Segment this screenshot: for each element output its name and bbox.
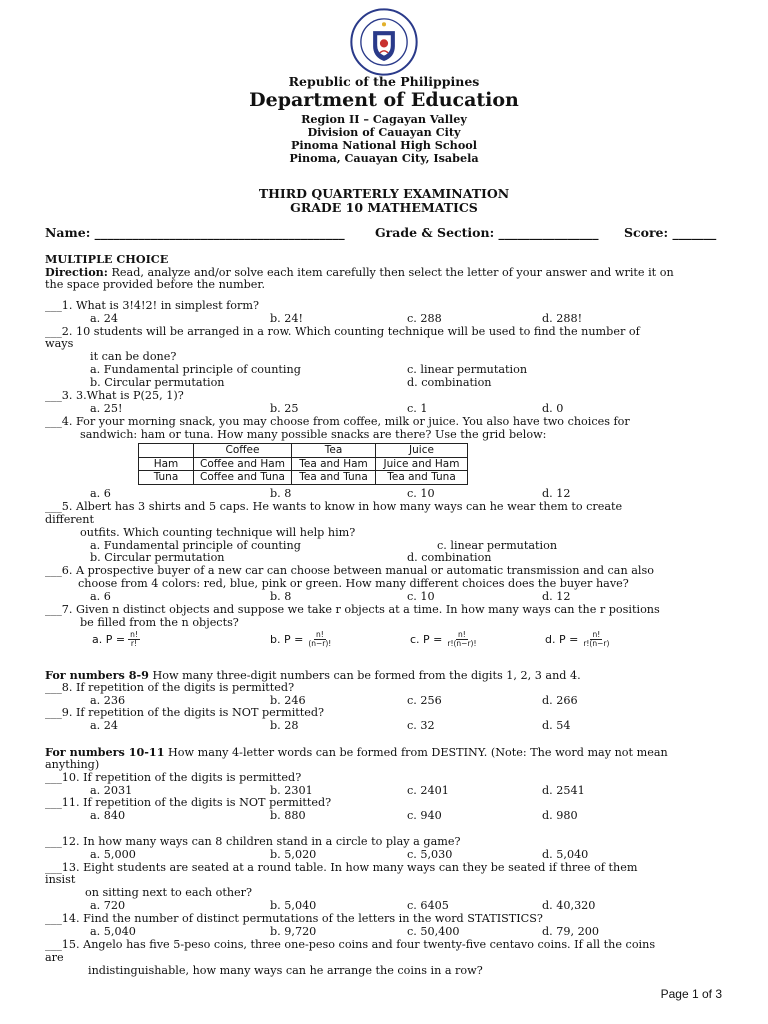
- exam-subject: GRADE 10 MATHEMATICS: [290, 200, 478, 215]
- q6-text-line-2: choose from 4 colors: red, blue, pink or green. How many different choices does the buyer have?: [78, 577, 629, 590]
- region-line: Region II – Cagayan Valley: [301, 112, 467, 126]
- instruction-label: For numbers 8-9: [45, 668, 149, 682]
- division-line: Division of Cauayan City: [307, 125, 461, 139]
- grid-cell: Tea and Ham: [292, 457, 376, 471]
- direction-label: Direction:: [45, 265, 108, 279]
- q14-option-b: b. 9,720: [270, 925, 317, 938]
- q13-text-line-1: ___13. Eight students are seated at a round table. In how many ways can they be seated if three of them: [45, 861, 638, 874]
- grid-header-cell: Coffee: [194, 444, 292, 458]
- q5-text-line-1: ___5. Albert has 3 shirts and 5 caps. He wants to know in how many ways can he wear them to create: [45, 500, 623, 513]
- q2-text-line-2: ways: [45, 337, 74, 350]
- instruction-text: How many three-digit numbers can be formed from the digits 1, 2, 3 and 4.: [148, 669, 581, 682]
- q13-text-line-2: insist: [45, 873, 76, 886]
- q15-text-line-1: ___15. Angelo has five 5-peso coins, three one-peso coins and four twenty-five centavo coins. If all the coins: [45, 938, 656, 951]
- q1-option-b: b. 24!: [270, 312, 304, 325]
- q3-option-a: a. 25!: [90, 402, 123, 415]
- q13-option-a: a. 720: [90, 899, 126, 912]
- grid-cell: Coffee and Tuna: [194, 471, 292, 485]
- q11-option-b: b. 880: [270, 809, 306, 822]
- formula-label: b. P =: [270, 633, 304, 646]
- name-field[interactable]: Name: ________________________________________: [45, 225, 345, 240]
- numbers-10-11-instruction-line-2: anything): [45, 758, 100, 771]
- formula-label: d. P =: [545, 633, 579, 646]
- q4-option-d: d. 12: [542, 487, 571, 500]
- section-title: MULTIPLE CHOICE: [45, 252, 169, 266]
- grid-header-row: [139, 444, 468, 458]
- q14-option-c: c. 50,400: [407, 925, 460, 938]
- q12-option-c: c. 5,030: [407, 848, 453, 861]
- denominator: r!(n−r)!: [447, 639, 477, 648]
- q7-option-a: [92, 631, 140, 648]
- denominator: r!(n−r): [583, 639, 610, 648]
- q7-option-b: [270, 631, 333, 648]
- fraction: [581, 631, 611, 648]
- numbers-8-9-instruction: [45, 668, 581, 682]
- q2-option-a: a. Fundamental principle of counting: [90, 363, 301, 376]
- q4-text-line-1: ___4. For your morning snack, you may choose from coffee, milk or juice. You also have two choices for: [45, 415, 630, 428]
- q8-text: ___8. If repetition of the digits is permitted?: [45, 681, 295, 694]
- q7-option-d: [545, 631, 611, 648]
- q1-option-a: a. 24: [90, 312, 119, 325]
- department-title: Department of Education: [249, 89, 519, 111]
- q4-option-c: c. 10: [407, 487, 435, 500]
- q11-option-c: c. 940: [407, 809, 442, 822]
- q13-option-d: d. 40,320: [542, 899, 596, 912]
- q11-option-d: d. 980: [542, 809, 578, 822]
- q12-option-a: a. 5,000: [90, 848, 136, 861]
- school-line: Pinoma National High School: [291, 138, 477, 152]
- grid-cell: Juice and Ham: [376, 457, 468, 471]
- grid-cell: Ham: [139, 457, 194, 471]
- snack-grid-table: [138, 443, 468, 485]
- grid-header-cell: [139, 444, 194, 458]
- instruction-label: For numbers 10-11: [45, 745, 165, 759]
- q3-option-c: c. 1: [407, 402, 428, 415]
- q6-option-b: b. 8: [270, 590, 292, 603]
- q14-option-d: d. 79, 200: [542, 925, 599, 938]
- address-line: Pinoma, Cauayan City, Isabela: [289, 151, 479, 165]
- grid-cell: Tuna: [139, 471, 194, 485]
- q10-option-a: a. 2031: [90, 784, 133, 797]
- q10-option-b: b. 2301: [270, 784, 313, 797]
- q2-text-line-3: it can be done?: [90, 350, 177, 363]
- q9-option-b: b. 28: [270, 719, 299, 732]
- q2-option-b: b. Circular permutation: [90, 376, 225, 389]
- q8-option-c: c. 256: [407, 694, 442, 707]
- q2-option-c: c. linear permutation: [407, 363, 528, 376]
- score-field[interactable]: Score: _______: [624, 225, 717, 240]
- q3-option-b: b. 25: [270, 402, 299, 415]
- q4-option-a: a. 6: [90, 487, 111, 500]
- q7-text-line-2: be filled from the n objects?: [80, 616, 239, 629]
- q5-option-d: d. combination: [407, 551, 492, 564]
- formula-label: c. P =: [410, 633, 443, 646]
- q6-option-a: a. 6: [90, 590, 111, 603]
- denominator: (n−r)!: [308, 639, 332, 648]
- q11-option-a: a. 840: [90, 809, 126, 822]
- numerator: n!: [458, 630, 466, 639]
- q14-option-a: a. 5,040: [90, 925, 136, 938]
- page-number: Page 1 of 3: [660, 987, 722, 1001]
- q12-option-b: b. 5,020: [270, 848, 317, 861]
- q10-text: ___10. If repetition of the digits is permitted?: [45, 771, 302, 784]
- q4-option-b: b. 8: [270, 487, 292, 500]
- q15-text-line-3: indistinguishable, how many ways can he arrange the coins in a row?: [88, 964, 483, 977]
- direction-text: Read, analyze and/or solve each item carefully then select the letter of your answer and write it on: [107, 266, 674, 279]
- q5-option-b: b. Circular permutation: [90, 551, 225, 564]
- q5-text-line-3: outfits. Which counting technique will help him?: [80, 526, 356, 539]
- q1-text: ___1. What is 3!4!2! in simplest form?: [45, 299, 259, 312]
- q4-text-line-2: sandwich: ham or tuna. How many possible snacks are there? Use the grid below:: [80, 428, 547, 441]
- q9-option-c: c. 32: [407, 719, 435, 732]
- numbers-10-11-instruction: [45, 745, 668, 759]
- q2-option-d: d. combination: [407, 376, 492, 389]
- grid-row: [139, 471, 468, 485]
- q10-option-d: d. 2541: [542, 784, 585, 797]
- deped-seal-icon: [350, 8, 418, 76]
- exam-title: THIRD QUARTERLY EXAMINATION: [258, 186, 510, 201]
- q14-text: ___14. Find the number of distinct permutations of the letters in the word STATISTICS?: [45, 912, 543, 925]
- grid-row: [139, 457, 468, 471]
- q12-text: ___12. In how many ways can 8 children stand in a circle to play a game?: [45, 835, 461, 848]
- q2-text-line-1: ___2. 10 students will be arranged in a row. Which counting technique will be used to find the number of: [45, 325, 640, 338]
- q8-option-d: d. 266: [542, 694, 578, 707]
- direction-line-1: [45, 265, 674, 279]
- fraction: [128, 631, 140, 648]
- numerator: n!: [130, 630, 138, 639]
- q6-text-line-1: ___6. A prospective buyer of a new car can choose between manual or automatic transmission and can also: [45, 564, 654, 577]
- q3-option-d: d. 0: [542, 402, 564, 415]
- grid-cell: Coffee and Ham: [194, 457, 292, 471]
- q12-option-d: d. 5,040: [542, 848, 589, 861]
- numerator: n!: [592, 630, 601, 639]
- q11-text: ___11. If repetition of the digits is NOT permitted?: [45, 796, 332, 809]
- q6-option-c: c. 10: [407, 590, 435, 603]
- q6-option-d: d. 12: [542, 590, 571, 603]
- q5-option-a: a. Fundamental principle of counting: [90, 539, 301, 552]
- q7-text-line-1: ___7. Given n distinct objects and suppose we take r objects at a time. In how many ways can the r positions: [45, 603, 660, 616]
- q13-option-c: c. 6405: [407, 899, 449, 912]
- q3-text: ___3. 3.What is P(25, 1)?: [45, 389, 184, 402]
- q13-text-line-3: on sitting next to each other?: [85, 886, 253, 899]
- grid-header-cell: Juice: [376, 444, 468, 458]
- grid-cell: Tea and Tuna: [292, 471, 376, 485]
- q8-option-a: a. 236: [90, 694, 126, 707]
- q7-option-c: [410, 631, 478, 648]
- q9-text: ___9. If repetition of the digits is NOT permitted?: [45, 706, 325, 719]
- q13-option-b: b. 5,040: [270, 899, 317, 912]
- q10-option-c: c. 2401: [407, 784, 449, 797]
- formula-label: a. P =: [92, 633, 126, 646]
- fraction: [306, 631, 333, 648]
- republic-line: Republic of the Philippines: [288, 74, 480, 89]
- grid-cell: Tea and Tuna: [376, 471, 468, 485]
- grade-section-field[interactable]: Grade & Section: ________________: [375, 225, 599, 240]
- q1-option-c: c. 288: [407, 312, 442, 325]
- instruction-text: How many 4-letter words can be formed from DESTINY. (Note: The word may not mean: [164, 746, 668, 759]
- q5-text-line-2: different: [45, 513, 94, 526]
- denominator: r!: [130, 639, 138, 648]
- numerator: n!: [315, 630, 324, 639]
- q15-text-line-2: are: [45, 951, 64, 964]
- q9-option-a: a. 24: [90, 719, 119, 732]
- fraction: [445, 631, 478, 648]
- q9-option-d: d. 54: [542, 719, 571, 732]
- grid-header-cell: Tea: [292, 444, 376, 458]
- q8-option-b: b. 246: [270, 694, 306, 707]
- q5-option-c: c. linear permutation: [437, 539, 558, 552]
- q1-option-d: d. 288!: [542, 312, 583, 325]
- direction-line-2: the space provided before the number.: [45, 278, 266, 291]
